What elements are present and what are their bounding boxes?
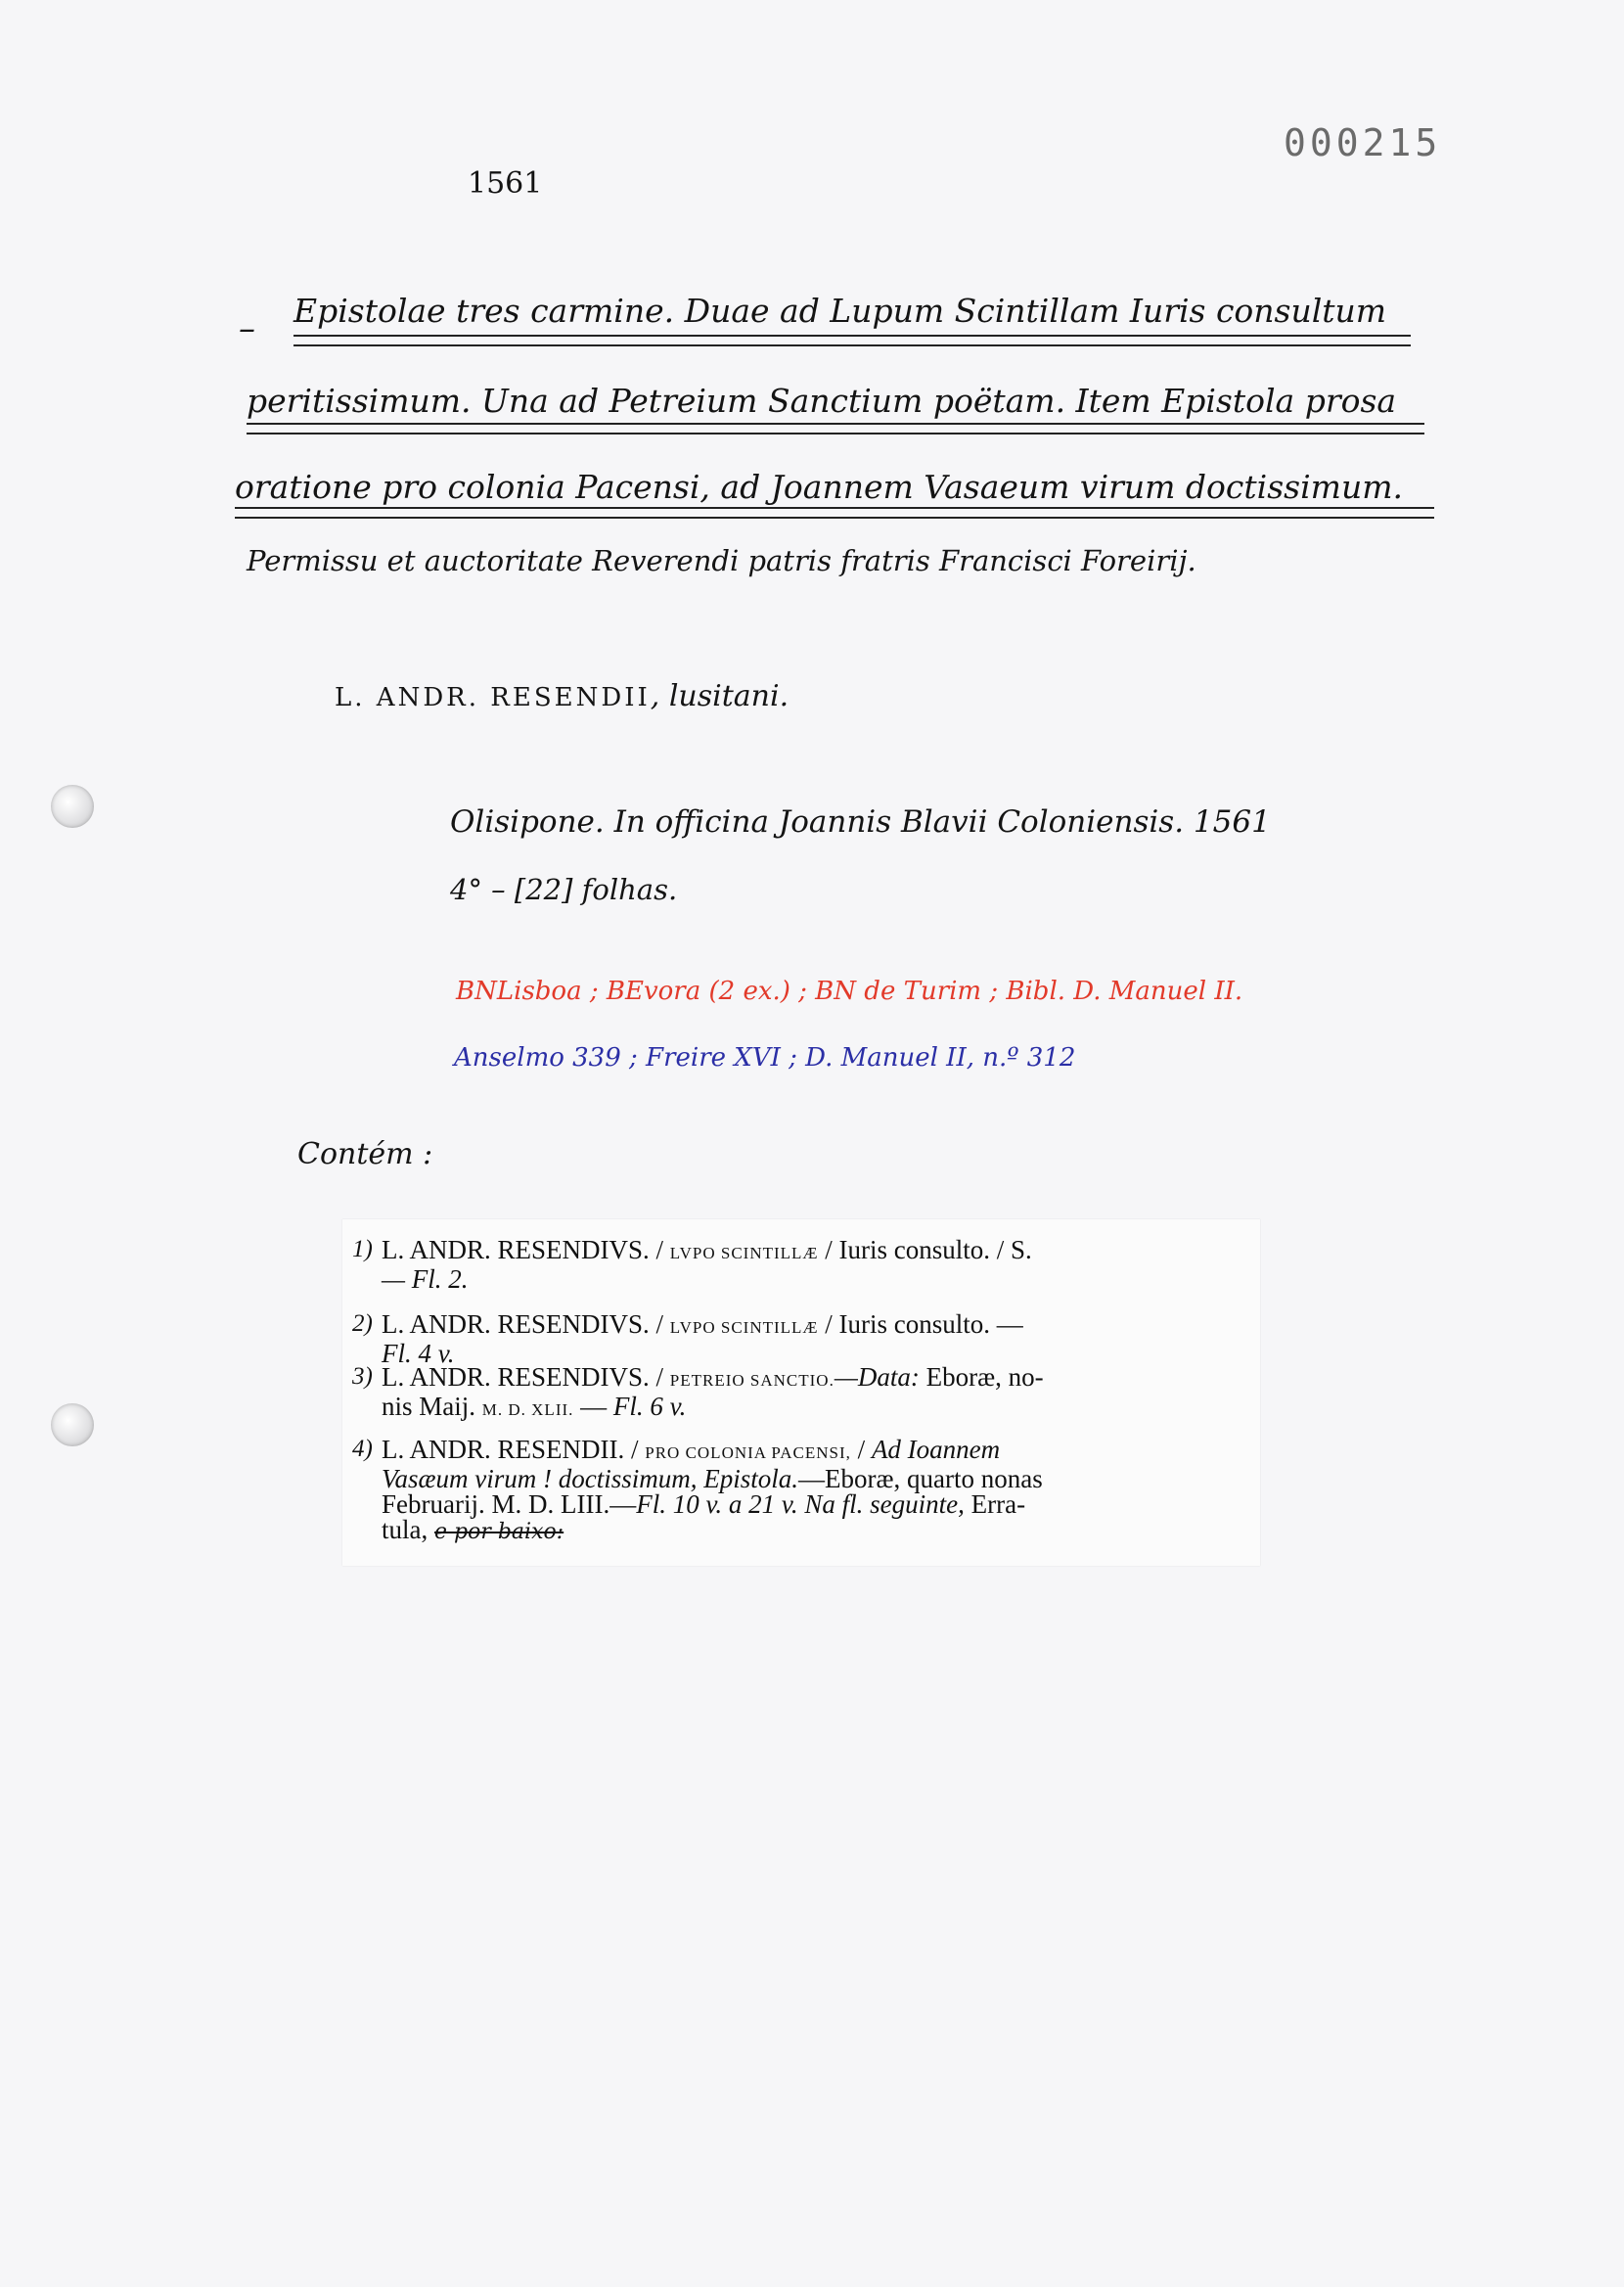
entry-number: 4) — [352, 1436, 373, 1462]
entry-data-label: —Data: — [834, 1362, 920, 1392]
imprint-line: Olisipone. In officina Joannis Blavii Coloniensis. 1561 — [450, 804, 1271, 840]
contents-entry-3 — [352, 1362, 1233, 1423]
entry-date: Februarij. M. D. LIII.— — [382, 1489, 637, 1519]
contents-entry-2 — [352, 1309, 1233, 1368]
entry-addressee: PRO COLONIA PACENSI, — [645, 1443, 851, 1462]
entry-folio: Fl. 4 v. — [382, 1339, 455, 1368]
entry-text-end: tula, — [382, 1515, 434, 1544]
entry-author: L. ANDR. RESENDIVS. / — [382, 1362, 670, 1392]
title-underline-3 — [235, 507, 1434, 519]
title-line-1: Epistolae tres carmine. Duae ad Lupum Scintillam Iuris consultum — [293, 292, 1387, 330]
contents-label: Contém : — [297, 1137, 433, 1171]
entry-addressee: LVPO SCINTILLÆ — [669, 1318, 819, 1337]
entry-title: Ad Ioannem — [871, 1435, 1001, 1464]
entry-author: L. ANDR. RESENDII. / — [382, 1435, 646, 1464]
author-name: L. ANDR. RESENDII — [335, 683, 651, 712]
entry-text: —Eboræ, quarto nonas — [798, 1464, 1043, 1493]
contents-entry-1 — [352, 1235, 1233, 1294]
title-line-2: peritissimum. Una ad Petreium Sanctium poëtam. Item Epistola prosa — [247, 382, 1397, 420]
year-heading: 1561 — [468, 166, 543, 201]
entry-date: M. D. XLII. — [481, 1400, 574, 1419]
author-line — [335, 679, 789, 713]
entry-text-cont: Erra- — [964, 1489, 1026, 1519]
entry-text: Eboræ, no- — [919, 1362, 1044, 1392]
entry-addressee: LVPO SCINTILLÆ — [669, 1244, 819, 1262]
format-line: 4° – [22] folhas. — [450, 873, 678, 906]
entry-author: L. ANDR. RESENDIVS. / — [382, 1235, 670, 1264]
title-dash: – — [239, 309, 255, 348]
entry-title-cont: Vasæum virum ! doctissimum, Epistola. — [382, 1464, 799, 1493]
entry-handwritten-strike: e por baixo: — [434, 1520, 564, 1544]
pasted-clipping — [342, 1219, 1260, 1566]
entry-folio: — Fl. 2. — [382, 1264, 469, 1294]
entry-number: 3) — [352, 1363, 373, 1390]
entry-author: L. ANDR. RESENDIVS. / — [382, 1309, 670, 1339]
author-suffix: , lusitani. — [650, 679, 789, 713]
title-underline-2 — [247, 423, 1424, 435]
holdings-line: BNLisboa ; BEvora (2 ex.) ; BN de Turim ; Bibl. D. Manuel II. — [456, 977, 1243, 1006]
contents-entry-4 — [352, 1435, 1233, 1545]
entry-text: / Iuris consulto. / S. — [818, 1235, 1032, 1264]
entry-text: / Iuris consulto. — — [818, 1309, 1023, 1339]
entry-text-cont: nis Maij. — [382, 1392, 482, 1421]
references-line: Anselmo 339 ; Freire XVI ; D. Manuel II, n.º 312 — [454, 1043, 1076, 1073]
entry-folio: Fl. 10 v. a 21 v. Na fl. seguinte, — [636, 1489, 965, 1519]
punch-hole-top — [51, 785, 94, 828]
title-line-3: oratione pro colonia Pacensi, ad Joannem Vasaeum virum doctissimum. — [235, 468, 1403, 506]
punch-hole-bottom — [51, 1403, 94, 1446]
entry-addressee: PETREIO SANCTIO. — [669, 1371, 835, 1390]
title-underline-1 — [293, 335, 1411, 346]
entry-number: 2) — [352, 1310, 373, 1337]
entry-folio: Fl. 6 v. — [612, 1392, 687, 1421]
entry-number: 1) — [352, 1236, 373, 1262]
page-number-stamp: 000215 — [1284, 121, 1442, 164]
title-line-4: Permissu et auctoritate Reverendi patris fratris Francisci Foreirij. — [247, 544, 1196, 577]
entry-sep: — — [573, 1392, 613, 1421]
entry-sep: / — [850, 1435, 872, 1464]
